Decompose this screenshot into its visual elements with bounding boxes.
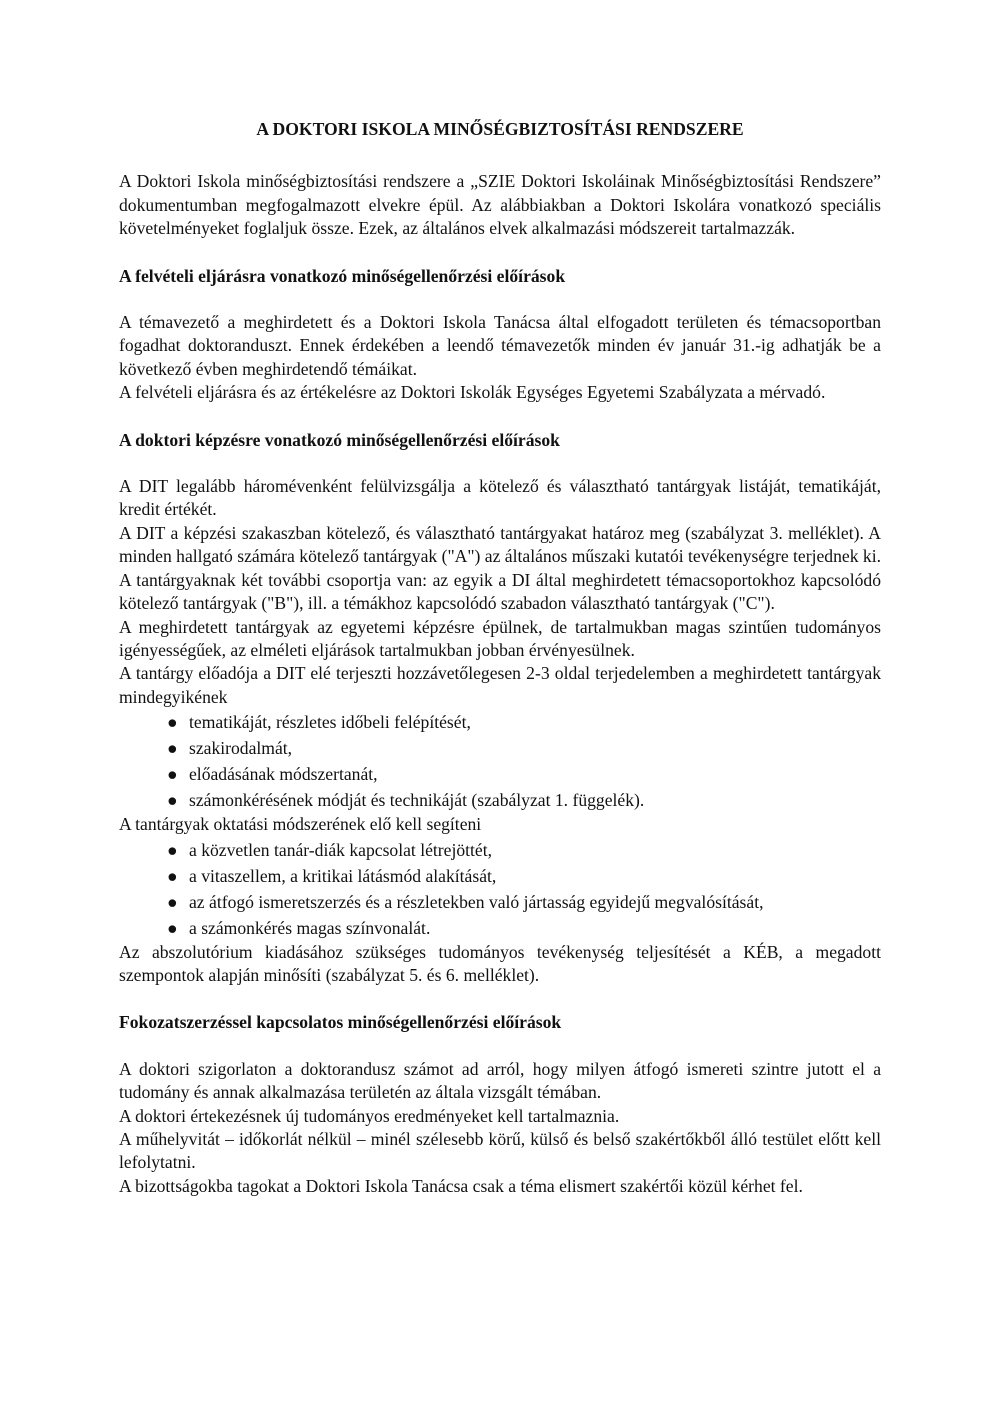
list-item: ● előadásának módszertanát, <box>189 761 881 787</box>
degree-paragraph-1: A doktori szigorlaton a doktorandusz számot ad arról, hogy milyen átfogó ismereti szintre jutott el a tudomány és annak alkalmazása területén az általa vizsgált témában. <box>119 1058 881 1103</box>
bullet-icon: ● <box>167 764 178 785</box>
section-heading-admission: A felvételi eljárásra vonatkozó minőségellenőrzési előírások <box>119 265 566 286</box>
bullet-icon: ● <box>167 738 178 759</box>
training-paragraph-3: A meghirdetett tantárgyak az egyetemi képzésre épülnek, de tartalmukban magas szintűen tudományos igényességűek, az elméleti eljárások tartalmukban jobban érvényesülnek. <box>119 616 881 660</box>
degree-paragraph-2: A doktori értekezésnek új tudományos eredményeket kell tartalmaznia. <box>119 1105 620 1126</box>
bullet-icon: ● <box>167 712 178 733</box>
document-page <box>119 112 881 1198</box>
bullet-icon: ● <box>167 891 178 912</box>
degree-paragraph-3: A műhelyvitát – időkorlát nélkül – minél szélesebb körű, külső és belső szakértőkből álló testület előtt kell lefolytatni. <box>119 1128 881 1173</box>
list-item: ● szakirodalmát, <box>189 735 881 761</box>
training-paragraph-1: A DIT legalább háromévenként felülvizsgálja a kötelező és választható tantárgyak listáját, tematikáját, kredit értékét. <box>119 476 881 520</box>
list-item: ● a vitaszellem, a kritikai látásmód alakítását, <box>189 863 881 889</box>
teaching-method-intro: A tantárgyak oktatási módszerének elő kell segíteni <box>119 814 482 835</box>
training-closing-paragraph: Az abszolutórium kiadásához szükséges tudományos tevékenység teljesítését a KÉB, a megadott szempontok alapján minősíti (szabályzat 5. és 6. melléklet). <box>119 941 881 985</box>
admission-paragraph-2: A felvételi eljárásra és az értékelésre az Doktori Iskolák Egységes Egyetemi Szabályzata a mérvadó. <box>119 382 826 403</box>
training-paragraph-2: A DIT a képzési szakaszban kötelező, és választható tantárgyakat határoz meg (szabályzat 3. melléklet). A minden hallgató számára kötelező tantárgyak ("A") az általános műszaki kutatói tevékenységre terjednek ki. A tantárgyaknak két további csoportja van: az egyik a DI által meghirdetett témacsoportokhoz kapcsolódó kötelező tantárgyak ("B"), ill. a témákhoz kapcsolódó szabadon választható tantárgyak ("C"). <box>119 522 881 614</box>
section-heading-degree: Fokozatszerzéssel kapcsolatos minőségellenőrzési előírások <box>119 1012 562 1033</box>
bullet-icon: ● <box>167 839 178 860</box>
section-heading-training: A doktori képzésre vonatkozó minőségellenőrzési előírások <box>119 429 560 450</box>
list-item: ● a számonkérés magas színvonalát. <box>189 915 881 941</box>
syllabus-requirements-list <box>119 709 881 813</box>
teaching-method-list <box>119 837 881 941</box>
degree-paragraph-4: A bizottságokba tagokat a Doktori Iskola Tanácsa csak a téma elismert szakértői közül kérhet fel. <box>119 1175 803 1196</box>
bullet-icon: ● <box>167 917 178 938</box>
training-paragraph-4: A tantárgy előadója a DIT elé terjeszti hozzávetőlegesen 2-3 oldal terjedelemben a meghirdetett tantárgyak mindegyikének <box>119 663 881 707</box>
list-item: ● tematikáját, részletes időbeli felépítését, <box>189 709 881 735</box>
list-item: ● az átfogó ismeretszerzés és a részletekben való jártasság egyidejű megvalósítását, <box>189 889 881 915</box>
bullet-icon: ● <box>167 790 178 811</box>
bullet-icon: ● <box>167 865 178 886</box>
admission-paragraph-1: A témavezető a meghirdetett és a Doktori Iskola Tanácsa által elfogadott területen és témacsoportban fogadhat doktoranduszt. Ennek érdekében a leendő témavezetők minden év január 31.-ig adhatják be a következő évben meghirdetendő témáikat. <box>119 312 881 379</box>
list-item: ● számonkérésének módját és technikáját (szabályzat 1. függelék). <box>189 787 881 813</box>
intro-paragraph: A Doktori Iskola minőségbiztosítási rendszere a „SZIE Doktori Iskoláinak Minőségbiztosítási Rendszere” dokumentumban megfogalmazott elvekre épül. Az alábbiakban a Doktori Iskolára vonatkozó speciális követelményeket foglaljuk össze. Ezek, az általános elvek alkalmazási módszereit tartalmazzák. <box>119 171 881 239</box>
list-item: ● a közvetlen tanár-diák kapcsolat létrejöttét, <box>189 837 881 863</box>
document-title: A DOKTORI ISKOLA MINŐSÉGBIZTOSÍTÁSI RENDSZERE <box>256 119 744 139</box>
